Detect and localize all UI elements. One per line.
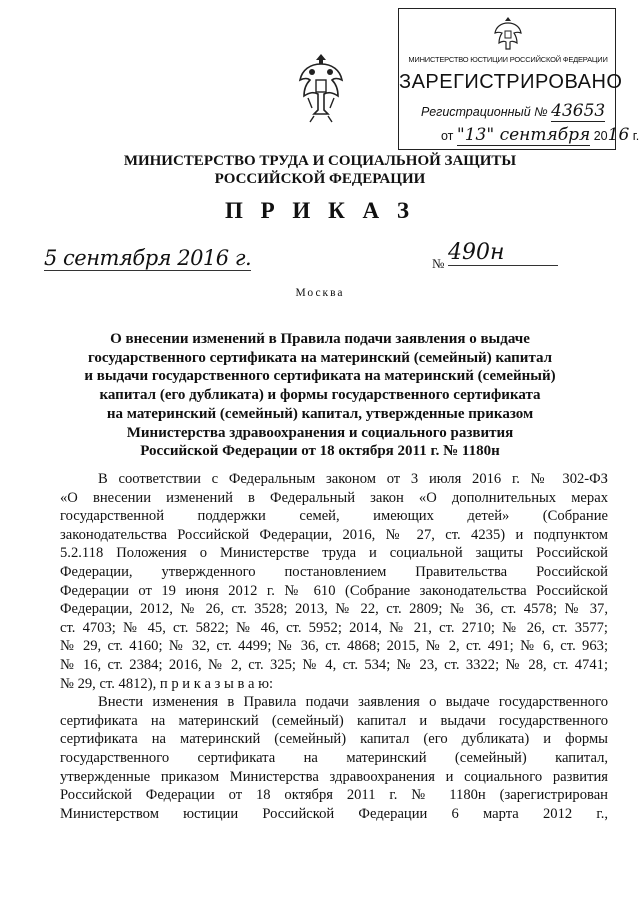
body-line: сертификата на материнский (семейный) капитал и выдачи государственного (60, 712, 608, 729)
order-date-handwritten: 5 сентября 2016 г. (44, 246, 252, 270)
title-line: Министерства здравоохранения и социального развития (126, 424, 514, 441)
title-line: капитал (его дубликата) и формы государственного сертификата (99, 387, 541, 404)
stamp-year-suffix: г. (632, 129, 640, 143)
title-line: и выдачи государственного сертификата на материнский (семейный) (84, 368, 556, 385)
title-line: О внесении изменений в Правила подачи заявления о выдаче (110, 331, 530, 347)
body-line: «О внесении изменений в Федеральный закон «О дополнительных мерах (60, 489, 608, 506)
order-title: П Р И К А З (224, 198, 415, 223)
body-line: Федерации, утвержденного постановлением Правительства Российской (60, 563, 608, 580)
body-line: Российской Федерации от 18 октября 2011 г. № 1180н (зарегистрирован (60, 787, 608, 804)
coat-of-arms-emblem (296, 50, 346, 126)
stamp-reg-label: Регистрационный № (421, 105, 548, 119)
body-line: № 29, ст. 4812), п р и к а з ы в а ю: (60, 675, 274, 692)
body-line: законодательства Российской Федерации, 2016, № 27, ст. 4235) и подпунктом (60, 526, 608, 543)
stamp-ministry-text: МИНИСТЕРСТВО ЮСТИЦИИ РОССИЙСКОЙ ФЕДЕРАЦИИ (408, 55, 608, 64)
stamp-date-prefix: от (441, 129, 454, 143)
order-subject-title (60, 330, 580, 461)
body-line: № 29, ст. 4160; № 32, ст. 4499; № 36, ст. 4868; 2015, № 2, ст. 491; № 6, ст. 963; (60, 638, 608, 655)
stamp-reg-number: 43653 (551, 101, 606, 121)
ministry-heading-line2: РОССИЙСКОЙ ФЕДЕРАЦИИ (214, 171, 426, 187)
stamp-date-line (441, 125, 640, 146)
body-line: ст. 4703; № 45, ст. 5822; № 46, ст. 5952; 2014, № 21, ст. 2710; № 26, ст. 3577; (60, 619, 608, 636)
body-line: № 16, ст. 2384; 2016, № 2, ст. 325; № 4, ст. 534; № 23, ст. 3322; № 28, ст. 4741; (60, 656, 608, 673)
body-line: В соответствии с Федеральным законом от 3 июля 2016 г. № 302-ФЗ (98, 471, 608, 487)
order-number-handwritten: 490н (448, 240, 558, 266)
body-line: 5.2.118 Положения о Министерстве труда и социальной защиты Российской (60, 545, 608, 562)
title-line: Российской Федерации от 18 октября 2011 г. № 1180н (140, 443, 500, 460)
stamp-year-prefix: 20 (593, 129, 608, 143)
stamp-year-hand: 16 (607, 125, 630, 145)
stamp-registration-line (421, 101, 611, 122)
city-label: Москва (295, 287, 345, 299)
order-number-label: № (432, 256, 445, 271)
ministry-heading-line1: МИНИСТЕРСТВО ТРУДА И СОЦИАЛЬНОЙ ЗАЩИТЫ (123, 153, 517, 169)
stamp-registered-text: ЗАРЕГИСТРИРОВАНО (399, 71, 623, 93)
title-line: государственного сертификата на материнский (семейный) капитал (87, 349, 553, 366)
body-line: государственной поддержки семей, имеющих детей» (Собрание (60, 508, 608, 525)
body-line: сертификата на материнский (семейный) капитал (его дубликата) и формы (60, 731, 608, 748)
order-body-text (60, 470, 608, 823)
title-line: на материнский (семейный) капитал, утвержденные приказом (106, 405, 534, 422)
stamp-emblem-icon (493, 15, 523, 53)
body-line: утвержденные приказом Министерства здравоохранения и социального развития (60, 768, 608, 785)
stamp-date-hand: "13" сентября (456, 125, 591, 145)
body-line: Министерством юстиции Российской Федерации 6 марта 2012 г., (60, 805, 608, 822)
body-line: государственного сертификата на материнский (семейный) капитал, (60, 749, 608, 766)
body-line: Федерации, 2012, № 26, ст. 3528; 2013, № 22, ст. 2809; № 36, ст. 4578; № 37, (60, 601, 608, 618)
body-line: Внести изменения в Правила подачи заявления о выдаче государственного (98, 694, 608, 711)
body-line: Федерации от 19 июня 2012 г. № 610 (Собрание законодательства Российской (60, 582, 608, 599)
registration-stamp (398, 8, 640, 150)
